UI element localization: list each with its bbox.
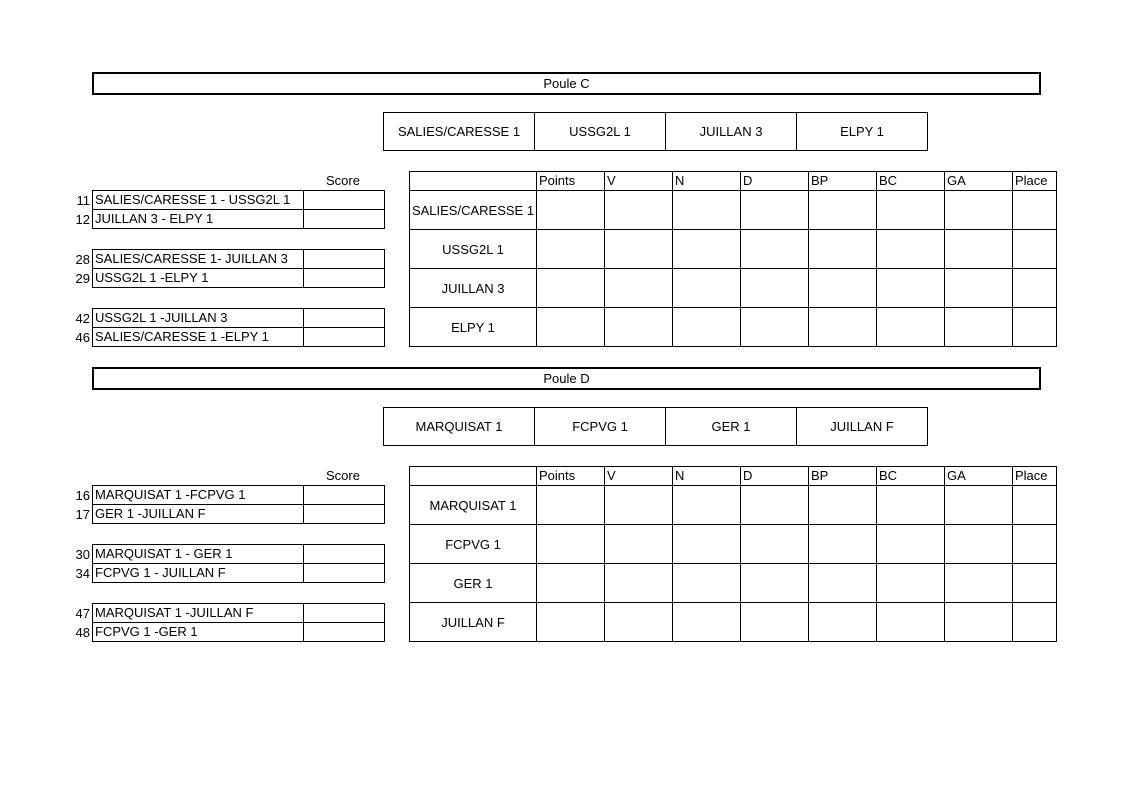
score-label: Score	[326, 173, 360, 188]
standings-team: USSG2L 1	[410, 230, 537, 269]
stat-cell[interactable]	[945, 603, 1013, 642]
stat-cell[interactable]	[537, 486, 605, 525]
stat-header: GA	[945, 467, 1013, 486]
teams-header	[383, 112, 928, 151]
standings-row	[410, 564, 1057, 603]
stat-header: Place	[1013, 172, 1057, 191]
standings-team: MARQUISAT 1	[410, 486, 537, 525]
match-number: 16	[75, 488, 90, 503]
poule-c-section	[0, 0, 1131, 345]
match-row	[93, 486, 385, 505]
stat-cell[interactable]	[741, 525, 809, 564]
match-score-cell[interactable]	[304, 486, 385, 505]
stat-cell[interactable]	[809, 564, 877, 603]
stat-cell[interactable]	[877, 230, 945, 269]
match-number: 48	[75, 625, 90, 640]
stat-header: BC	[877, 172, 945, 191]
team-header-cell: GER 1	[666, 408, 797, 446]
match-group	[92, 603, 385, 642]
match-group	[92, 544, 385, 583]
match-name: MARQUISAT 1 -JUILLAN F	[93, 604, 304, 623]
match-score-cell[interactable]	[304, 623, 385, 642]
team-header-cell: JUILLAN 3	[666, 113, 797, 151]
stat-cell[interactable]	[537, 564, 605, 603]
stat-cell[interactable]	[673, 230, 741, 269]
match-number: 46	[75, 330, 90, 345]
stat-cell[interactable]	[945, 486, 1013, 525]
stat-cell[interactable]	[809, 230, 877, 269]
match-row	[93, 545, 385, 564]
standings-row	[410, 603, 1057, 642]
team-header-cell: FCPVG 1	[535, 408, 666, 446]
stat-cell[interactable]	[673, 564, 741, 603]
match-row	[93, 564, 385, 583]
match-group	[92, 485, 385, 524]
stat-cell[interactable]	[809, 191, 877, 230]
teams-header	[383, 407, 928, 446]
stat-cell[interactable]	[945, 230, 1013, 269]
team-header-cell: SALIES/CARESSE 1	[384, 113, 535, 151]
stat-cell[interactable]	[605, 191, 673, 230]
match-row	[93, 191, 385, 210]
stat-header: N	[673, 467, 741, 486]
standings-team: ELPY 1	[410, 308, 537, 347]
poule-d-section	[0, 295, 1131, 640]
stat-cell[interactable]	[877, 564, 945, 603]
stat-cell[interactable]	[809, 486, 877, 525]
stat-cell[interactable]	[809, 603, 877, 642]
stat-cell[interactable]	[673, 603, 741, 642]
stat-cell[interactable]	[1013, 191, 1057, 230]
match-name: USSG2L 1 -ELPY 1	[93, 269, 304, 288]
standings-header-row	[410, 172, 1057, 191]
stat-cell[interactable]	[537, 191, 605, 230]
stat-header: N	[673, 172, 741, 191]
stat-cell[interactable]	[537, 230, 605, 269]
standings-table	[409, 466, 1057, 642]
stat-header: BP	[809, 467, 877, 486]
stat-header: BP	[809, 172, 877, 191]
standings-row	[410, 230, 1057, 269]
match-number: 47	[75, 606, 90, 621]
match-score-cell[interactable]	[304, 191, 385, 210]
stat-header: V	[605, 172, 673, 191]
match-number: 34	[75, 566, 90, 581]
stat-header: BC	[877, 467, 945, 486]
match-score-cell[interactable]	[304, 604, 385, 623]
standings-corner-cell	[410, 467, 537, 486]
standings-row	[410, 486, 1057, 525]
match-row	[93, 505, 385, 524]
stat-cell[interactable]	[1013, 603, 1057, 642]
stat-cell[interactable]	[741, 191, 809, 230]
match-row	[93, 623, 385, 642]
match-name: SALIES/CARESSE 1- JUILLAN 3	[93, 250, 304, 269]
stat-cell[interactable]	[877, 191, 945, 230]
stat-cell[interactable]	[605, 525, 673, 564]
match-name: GER 1 -JUILLAN F	[93, 505, 304, 524]
match-number: 30	[75, 547, 90, 562]
stat-cell[interactable]	[741, 486, 809, 525]
stat-cell[interactable]	[1013, 486, 1057, 525]
match-name: USSG2L 1 -JUILLAN 3	[93, 309, 304, 328]
match-name: SALIES/CARESSE 1 - USSG2L 1	[93, 191, 304, 210]
match-number: 11	[76, 193, 90, 208]
team-header-cell: USSG2L 1	[535, 113, 666, 151]
stat-cell[interactable]	[605, 230, 673, 269]
poule-title: Poule C	[92, 72, 1041, 95]
stat-cell[interactable]	[1013, 564, 1057, 603]
stat-cell[interactable]	[945, 564, 1013, 603]
poule-title: Poule D	[92, 367, 1041, 390]
stat-cell[interactable]	[945, 191, 1013, 230]
match-number: 12	[75, 212, 90, 227]
match-name: MARQUISAT 1 -FCPVG 1	[93, 486, 304, 505]
stat-cell[interactable]	[741, 603, 809, 642]
standings-team: SALIES/CARESSE 1	[410, 191, 537, 230]
standings-team: FCPVG 1	[410, 525, 537, 564]
match-score-cell[interactable]	[304, 269, 385, 288]
match-score-cell[interactable]	[304, 545, 385, 564]
match-score-cell[interactable]	[304, 210, 385, 229]
match-row	[93, 250, 385, 269]
standings-corner-cell	[410, 172, 537, 191]
stat-cell[interactable]	[673, 486, 741, 525]
match-score-cell[interactable]	[304, 564, 385, 583]
stat-cell[interactable]	[673, 525, 741, 564]
stat-header: Place	[1013, 467, 1057, 486]
match-row	[93, 210, 385, 229]
match-number: 42	[75, 311, 90, 326]
stat-cell[interactable]	[605, 603, 673, 642]
stat-cell[interactable]	[537, 525, 605, 564]
stat-cell[interactable]	[741, 564, 809, 603]
match-number: 17	[75, 507, 90, 522]
stat-header: Points	[537, 467, 605, 486]
match-score-cell[interactable]	[304, 250, 385, 269]
stat-header: D	[741, 467, 809, 486]
standings-header-row	[410, 467, 1057, 486]
team-header-cell: MARQUISAT 1	[384, 408, 535, 446]
match-row	[93, 604, 385, 623]
stat-cell[interactable]	[877, 603, 945, 642]
score-label: Score	[326, 468, 360, 483]
match-name: FCPVG 1 - JUILLAN F	[93, 564, 304, 583]
stat-header: Points	[537, 172, 605, 191]
standings-row	[410, 525, 1057, 564]
stat-header: V	[605, 467, 673, 486]
stat-cell[interactable]	[1013, 230, 1057, 269]
standings-team: GER 1	[410, 564, 537, 603]
stat-header: GA	[945, 172, 1013, 191]
stat-header: D	[741, 172, 809, 191]
standings-team: JUILLAN F	[410, 603, 537, 642]
match-number: 29	[75, 271, 90, 286]
stat-cell[interactable]	[605, 564, 673, 603]
stat-cell[interactable]	[537, 603, 605, 642]
match-group	[92, 249, 385, 288]
stat-cell[interactable]	[673, 191, 741, 230]
stat-cell[interactable]	[945, 525, 1013, 564]
stat-cell[interactable]	[1013, 525, 1057, 564]
stat-cell[interactable]	[877, 525, 945, 564]
stat-cell[interactable]	[809, 525, 877, 564]
match-name: FCPVG 1 -GER 1	[93, 623, 304, 642]
match-number: 28	[75, 252, 90, 267]
match-score-cell[interactable]	[304, 505, 385, 524]
match-group	[92, 190, 385, 229]
team-header-cell: JUILLAN F	[797, 408, 928, 446]
match-name: SALIES/CARESSE 1 -ELPY 1	[93, 328, 304, 347]
standings-team: JUILLAN 3	[410, 269, 537, 308]
stat-cell[interactable]	[605, 486, 673, 525]
stat-cell[interactable]	[741, 230, 809, 269]
match-name: JUILLAN 3 - ELPY 1	[93, 210, 304, 229]
match-row	[93, 269, 385, 288]
stat-cell[interactable]	[877, 486, 945, 525]
match-name: MARQUISAT 1 - GER 1	[93, 545, 304, 564]
team-header-cell: ELPY 1	[797, 113, 928, 151]
standings-row	[410, 191, 1057, 230]
